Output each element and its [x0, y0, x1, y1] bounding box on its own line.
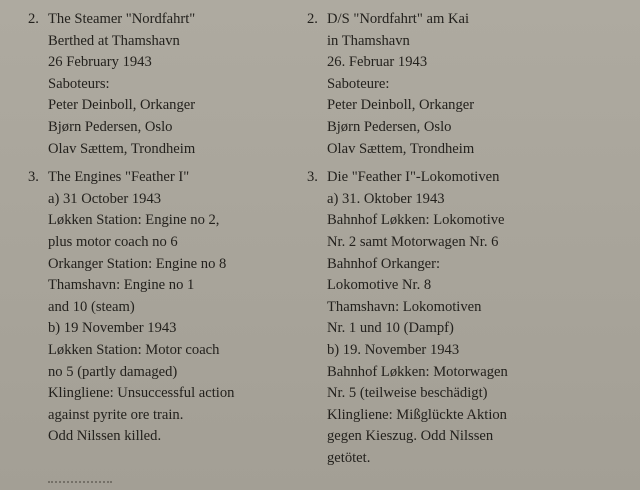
text-line: Thamshavn: Engine no 1 [48, 277, 195, 294]
text-line: Nr. 5 (teilweise beschädigt) [327, 385, 488, 402]
text-line: Bahnhof Løkken: Lokomotive [327, 212, 505, 229]
text-line: against pyrite ore train. [48, 406, 184, 423]
text-line: in Thamshavn [327, 32, 410, 49]
text-line: a) 31. Oktober 1943 [327, 190, 445, 207]
text-line: Klingliene: Unsuccessful action [48, 385, 235, 402]
text-line: Nr. 2 samt Motorwagen Nr. 6 [327, 233, 499, 250]
text-line: Peter Deinboll, Orkanger [327, 97, 475, 114]
text-line: Bahnhof Orkanger: [327, 255, 441, 272]
text-line: gegen Kieszug. Odd Nilssen [327, 428, 494, 445]
text-line: Odd Nilssen killed. [48, 428, 162, 445]
text-line: Olav Sættem, Trondheim [327, 140, 475, 157]
cropped-text-fragment [48, 481, 112, 488]
text-line: Bjørn Pedersen, Oslo [48, 118, 173, 135]
section-text [48, 9, 328, 160]
english-section-3 [28, 167, 328, 448]
text-line: 26 February 1943 [48, 54, 152, 71]
text-line: Løkken Station: Motor coach [48, 341, 220, 358]
text-line: Olav Sættem, Trondheim [48, 140, 196, 157]
german-section-2 [307, 9, 627, 160]
text-line: D/S "Nordfahrt" am Kai [327, 11, 470, 27]
text-line: Bjørn Pedersen, Oslo [327, 118, 452, 135]
text-line: Berthed at Thamshavn [48, 32, 180, 49]
text-line: The Steamer "Nordfahrt" [48, 11, 196, 27]
text-line: The Engines "Feather I" [48, 169, 190, 186]
german-section-3 [307, 167, 627, 469]
section-text [327, 9, 627, 160]
text-line: Orkanger Station: Engine no 8 [48, 255, 227, 272]
text-line: plus motor coach no 6 [48, 233, 178, 250]
text-line: Thamshavn: Lokomotiven [327, 298, 482, 315]
text-line: Løkken Station: Engine no 2, [48, 212, 220, 229]
text-line: Bahnhof Løkken: Motorwagen [327, 363, 508, 380]
text-line: b) 19 November 1943 [48, 320, 177, 337]
text-line: Klingliene: Mißglückte Aktion [327, 406, 507, 423]
section-number: 2. [28, 11, 39, 27]
english-section-2 [28, 9, 328, 160]
section-text [327, 167, 627, 469]
text-line: getötet. [327, 449, 371, 466]
section-text [48, 167, 328, 448]
text-line: and 10 (steam) [48, 298, 135, 315]
text-line: no 5 (partly damaged) [48, 363, 178, 380]
text-line: Peter Deinboll, Orkanger [48, 97, 196, 114]
text-line: a) 31 October 1943 [48, 190, 162, 207]
text-line: 26. Februar 1943 [327, 54, 428, 71]
section-number: 2. [307, 11, 318, 27]
text-line: Saboteure: [327, 75, 390, 92]
text-line: Nr. 1 und 10 (Dampf) [327, 320, 454, 337]
english-column [28, 9, 328, 448]
text-line: Lokomotive Nr. 8 [327, 277, 432, 294]
german-column [307, 9, 627, 469]
text-line: Saboteurs: [48, 75, 110, 92]
text-line: Die "Feather I"-Lokomotiven [327, 169, 500, 186]
text-line: b) 19. November 1943 [327, 341, 460, 358]
section-number: 3. [307, 169, 318, 186]
section-number: 3. [28, 169, 39, 186]
